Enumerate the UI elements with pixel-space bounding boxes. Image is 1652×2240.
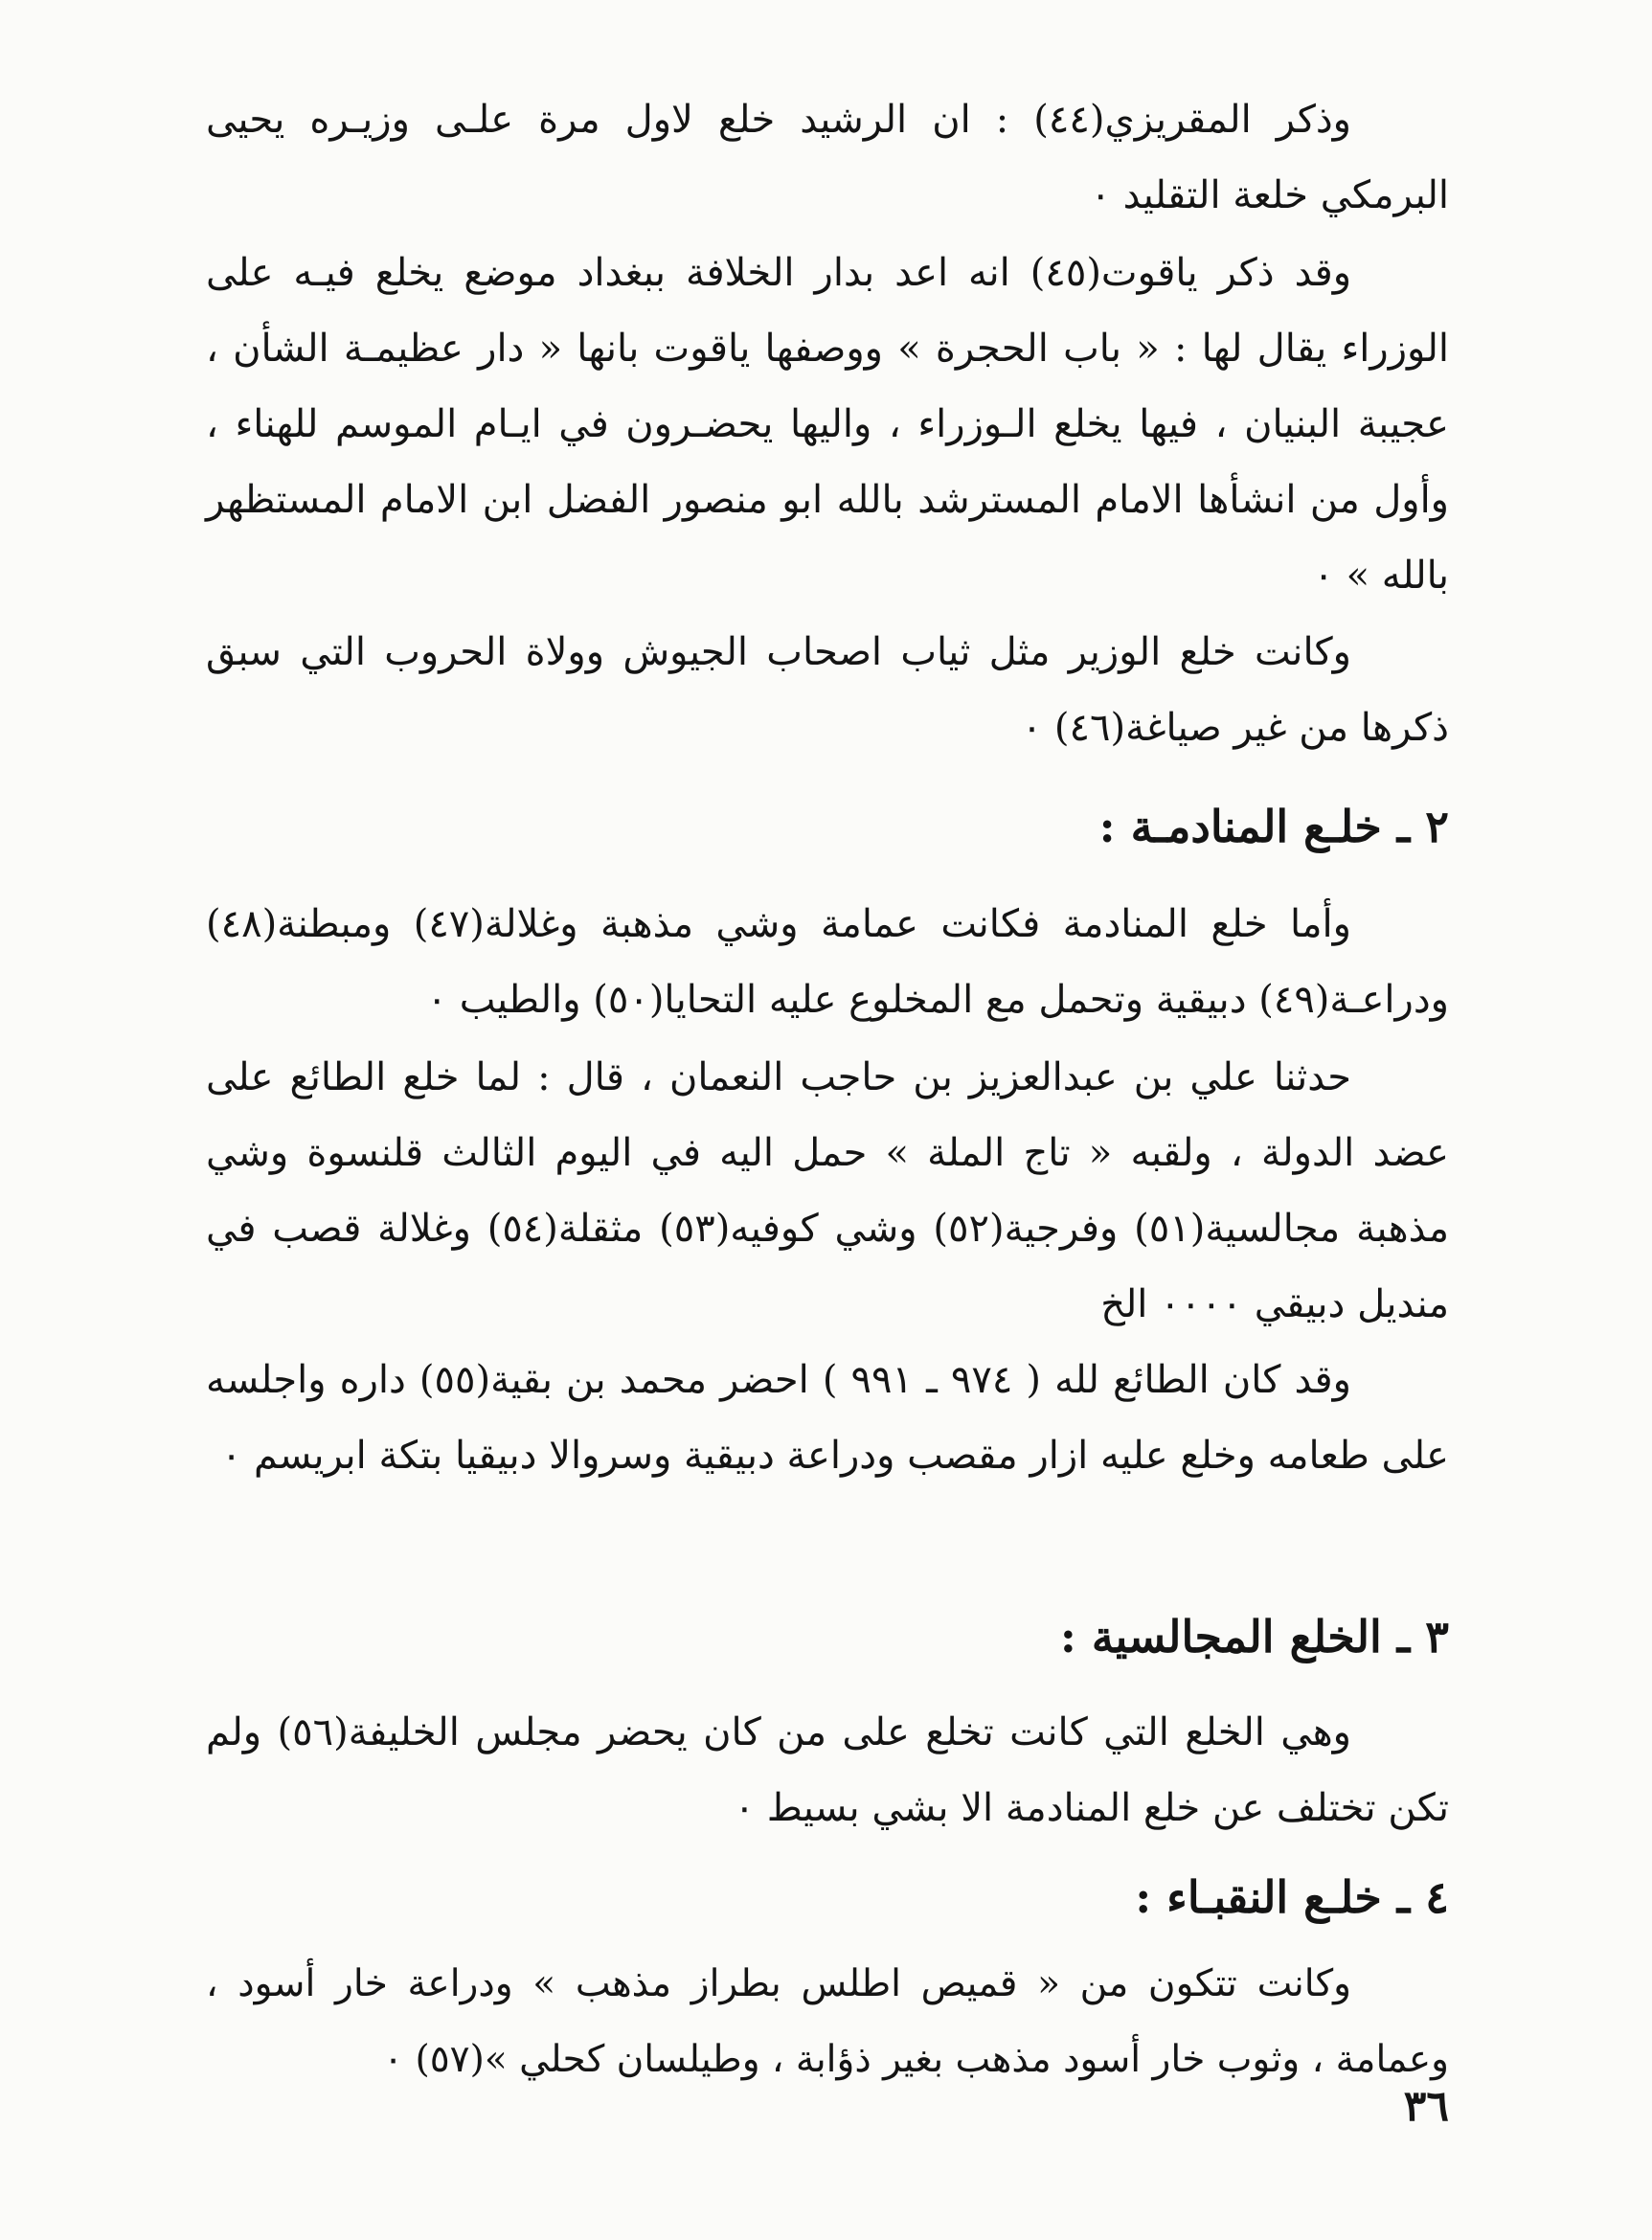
paragraph-taii: وقد كان الطائع لله ( ٩٧٤ ـ ٩٩١ ) احضر محمد بن بقية(٥٥) داره واجلسه على طعامه وخلع عليه ازار مقصب ودراعة دبيقية وسروالا دبيقيا بتكة ابريسم ٠ bbox=[206, 1358, 1449, 1478]
heading-nuqaba-robes: ٤ ـ خلـع النقبـاء : bbox=[1135, 1871, 1449, 1923]
paragraph-majalisiya: وهي الخلع التي كانت تخلع على من كان يحضر مجلس الخليفة(٥٦) ولم تكن تختلف عن خلع المنادمة الا بشي بسيط ٠ bbox=[206, 1710, 1449, 1830]
paragraph-munadama: وأما خلع المنادمة فكانت عمامة وشي مذهبة وغلالة(٤٧) ومبطنة(٤٨) ودراعـة(٤٩) دبيقية وتحمل مع المخلوع عليه التحايا(٥٠) والطيب ٠ bbox=[206, 902, 1449, 1022]
paragraph-maqrizi: وذكر المقريزي(٤٤) : ان الرشيد خلع لاول مرة علـى وزيـره يحيى البرمكي خلعة التقليد ٠ bbox=[206, 98, 1449, 217]
paragraph-yaqut: وقد ذكر ياقوت(٤٥) انه اعد بدار الخلافة ببغداد موضع يخلع فيـه على الوزراء يقال لها : « باب الحجرة » ووصفها ياقوت بانها « دار عظيمـة الشأن ، عجيبة البنيان ، فيها يخلع الـوزراء ، واليها يحضـرون في ايـام الموسم للهناء ، وأول من انشأها الامام المسترشد بالله ابو منصور الفضل ابن الامام المستظهر بالله » ٠ bbox=[206, 251, 1449, 598]
page-number: ٣٦ bbox=[1403, 2082, 1449, 2131]
paragraph-nuqaba: وكانت تتكون من « قميص اطلس بطراز مذهب » ودراعة خار أسود ، وعمامة ، وثوب خار أسود مذهب بغير ذؤابة ، وطيلسان كحلي »(٥٧) ٠ bbox=[206, 1962, 1449, 2081]
paragraph-hadathana: حدثنا علي بن عبدالعزيز بن حاجب النعمان ، قال : لما خلع الطائع على عضد الدولة ، ولقبه « تاج الملة » حمل اليه في اليوم الثالث قلنسوة وشي مذهبة مجالسية(٥١) وفرجية(٥٢) وشي كوفيه(٥٣) مثقلة(٥٤) وغلالة قصب في منديل دبيقي ٠٠٠٠ الخ bbox=[206, 1055, 1450, 1326]
paragraph-vizier-robes: وكانت خلع الوزير مثل ثياب اصحاب الجيوش وولاة الحروب التي سبق ذكرها من غير صياغة(٤٦) ٠ bbox=[206, 630, 1449, 750]
heading-majalisiya-robes: ٣ ـ الخلع المجالسية : bbox=[1059, 1611, 1449, 1663]
heading-munadama-robes: ٢ ـ خلـع المنادمـة : bbox=[1098, 801, 1449, 852]
